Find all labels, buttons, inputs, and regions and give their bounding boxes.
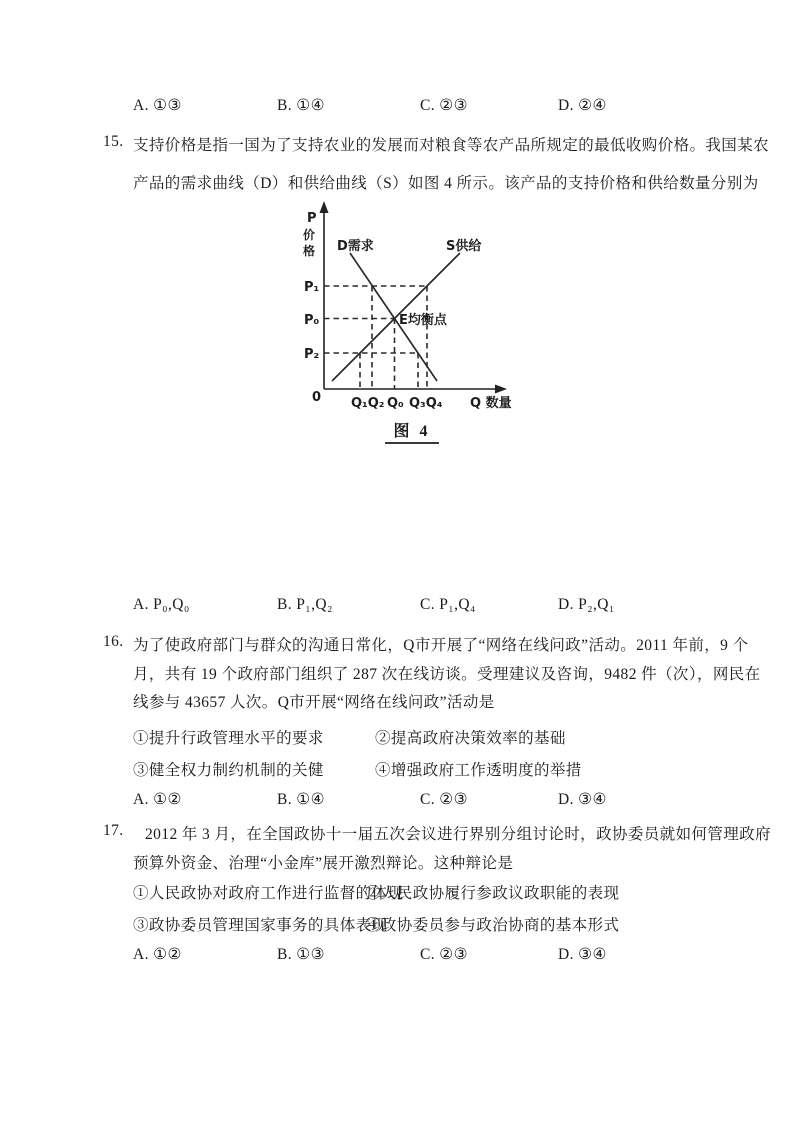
q16-items-row1 [0, 726, 794, 748]
equilibrium-label: E均衡点 [399, 313, 447, 328]
q16-number: 16. [103, 633, 124, 650]
q15-line1: 支持价格是指一国为了支持农业的发展而对粮食等农产品所规定的最低收购价格。我国某农 [133, 137, 770, 154]
prev-option-d: D. ②④ [558, 97, 607, 114]
q16-line3-row [0, 690, 794, 712]
q15-number: 15. [103, 133, 124, 150]
q16-option-b: B. ①④ [277, 791, 325, 808]
y-axis-word-1: 价 [303, 228, 316, 242]
q16-option-c: C. ②③ [420, 791, 468, 808]
figure-caption-row [290, 418, 534, 444]
q3q4-tick-label: Q₃Q₄ [409, 396, 443, 411]
q17-items-row2 [0, 913, 794, 935]
q16-item-3: ③健全权力制约机制的关健 [133, 762, 324, 779]
q1q2-tick-label: Q₁Q₂ [351, 396, 385, 411]
q16-item-2: ②提高政府决策效率的基础 [375, 730, 566, 747]
q16-options-row [0, 790, 794, 812]
q17-items-row1 [0, 881, 794, 903]
figure-4 [290, 196, 534, 444]
q17-option-b: B. ①③ [277, 946, 325, 963]
x-axis-label: Q 数量 [470, 396, 512, 411]
y-axis-arrow-icon [320, 201, 329, 213]
y-axis-word-2: 格 [303, 244, 316, 258]
figure-caption: 图 4 [385, 418, 438, 444]
demand-curve-label: D需求 [337, 239, 374, 254]
q17-item-4: ④政协委员参与政治协商的基本形式 [365, 917, 620, 934]
q15-line1-row [0, 133, 794, 155]
q17-line2: 预算外资金、治理“小金库”展开激烈辩论。这种辩论是 [133, 855, 514, 872]
prev-option-b: B. ①④ [277, 97, 325, 114]
q16-option-d: D. ③④ [558, 791, 607, 808]
q16-option-a: A. ①② [133, 791, 182, 808]
q17-number: 17. [103, 822, 124, 839]
q15-option-a: A. P₀,Q₀ [133, 596, 190, 613]
origin-label: 0 [312, 390, 322, 405]
q16-line1-row [0, 633, 794, 655]
q16-line1: 为了使政府部门与群众的沟通日常化，Q市开展了“网络在线问政”活动。2011 年前，9 个 [133, 637, 749, 654]
q15-options-row [0, 596, 794, 618]
q17-line1-row [0, 822, 794, 844]
q17-option-a: A. ①② [133, 946, 182, 963]
q15-option-d: D. P₂,Q₁ [558, 596, 615, 613]
q15-line2-row [0, 171, 794, 193]
q0-tick-label: Q₀ [387, 396, 404, 411]
q17-line1: 2012 年 3 月，在全国政协十一届五次会议进行界别分组讨论时，政协委员就如何管理政府 [145, 826, 771, 843]
q17-options-row [0, 945, 794, 967]
p2-tick-label: P₂ [304, 347, 320, 362]
supply-curve-label: S供给 [446, 239, 482, 254]
q16-line3: 线参与 43657 人次。Q市开展“网络在线问政”活动是 [133, 694, 495, 711]
q17-item-3: ③政协委员管理国家事务的具体表现 [133, 917, 388, 934]
q17-option-d: D. ③④ [558, 946, 607, 963]
q16-item-1: ①提升行政管理水平的要求 [133, 730, 324, 747]
prev-option-a: A. ①③ [133, 97, 182, 114]
q15-line2: 产品的需求曲线（D）和供给曲线（S）如图 4 所示。该产品的支持价格和供给数量分别为 [133, 175, 759, 192]
supply-demand-chart [290, 196, 534, 412]
q17-line2-row [0, 851, 794, 873]
prev-option-c: C. ②③ [420, 97, 468, 114]
x-axis-arrow-icon [495, 385, 507, 394]
q17-option-c: C. ②③ [420, 946, 468, 963]
p0-tick-label: P₀ [304, 313, 320, 328]
y-axis-letter: P [307, 211, 317, 226]
q15-option-b: B. P₁,Q₂ [277, 596, 333, 613]
prev-question-options-row [0, 96, 794, 118]
q16-line2: 月，共有 19 个政府部门组织了 287 次在线访谈。受理建议及咨询，9482 件（次），网民在 [133, 666, 761, 683]
q16-item-4: ④增强政府工作透明度的举措 [375, 762, 582, 779]
q17-item-2: ②人民政协履行参政议政职能的表现 [365, 885, 620, 902]
q16-line2-row [0, 662, 794, 684]
q17-item-1: ①人民政协对政府工作进行监督的体现 [133, 885, 404, 902]
p1-tick-label: P₁ [304, 280, 320, 295]
q16-items-row2 [0, 758, 794, 780]
q15-option-c: C. P₁,Q₄ [420, 596, 476, 613]
